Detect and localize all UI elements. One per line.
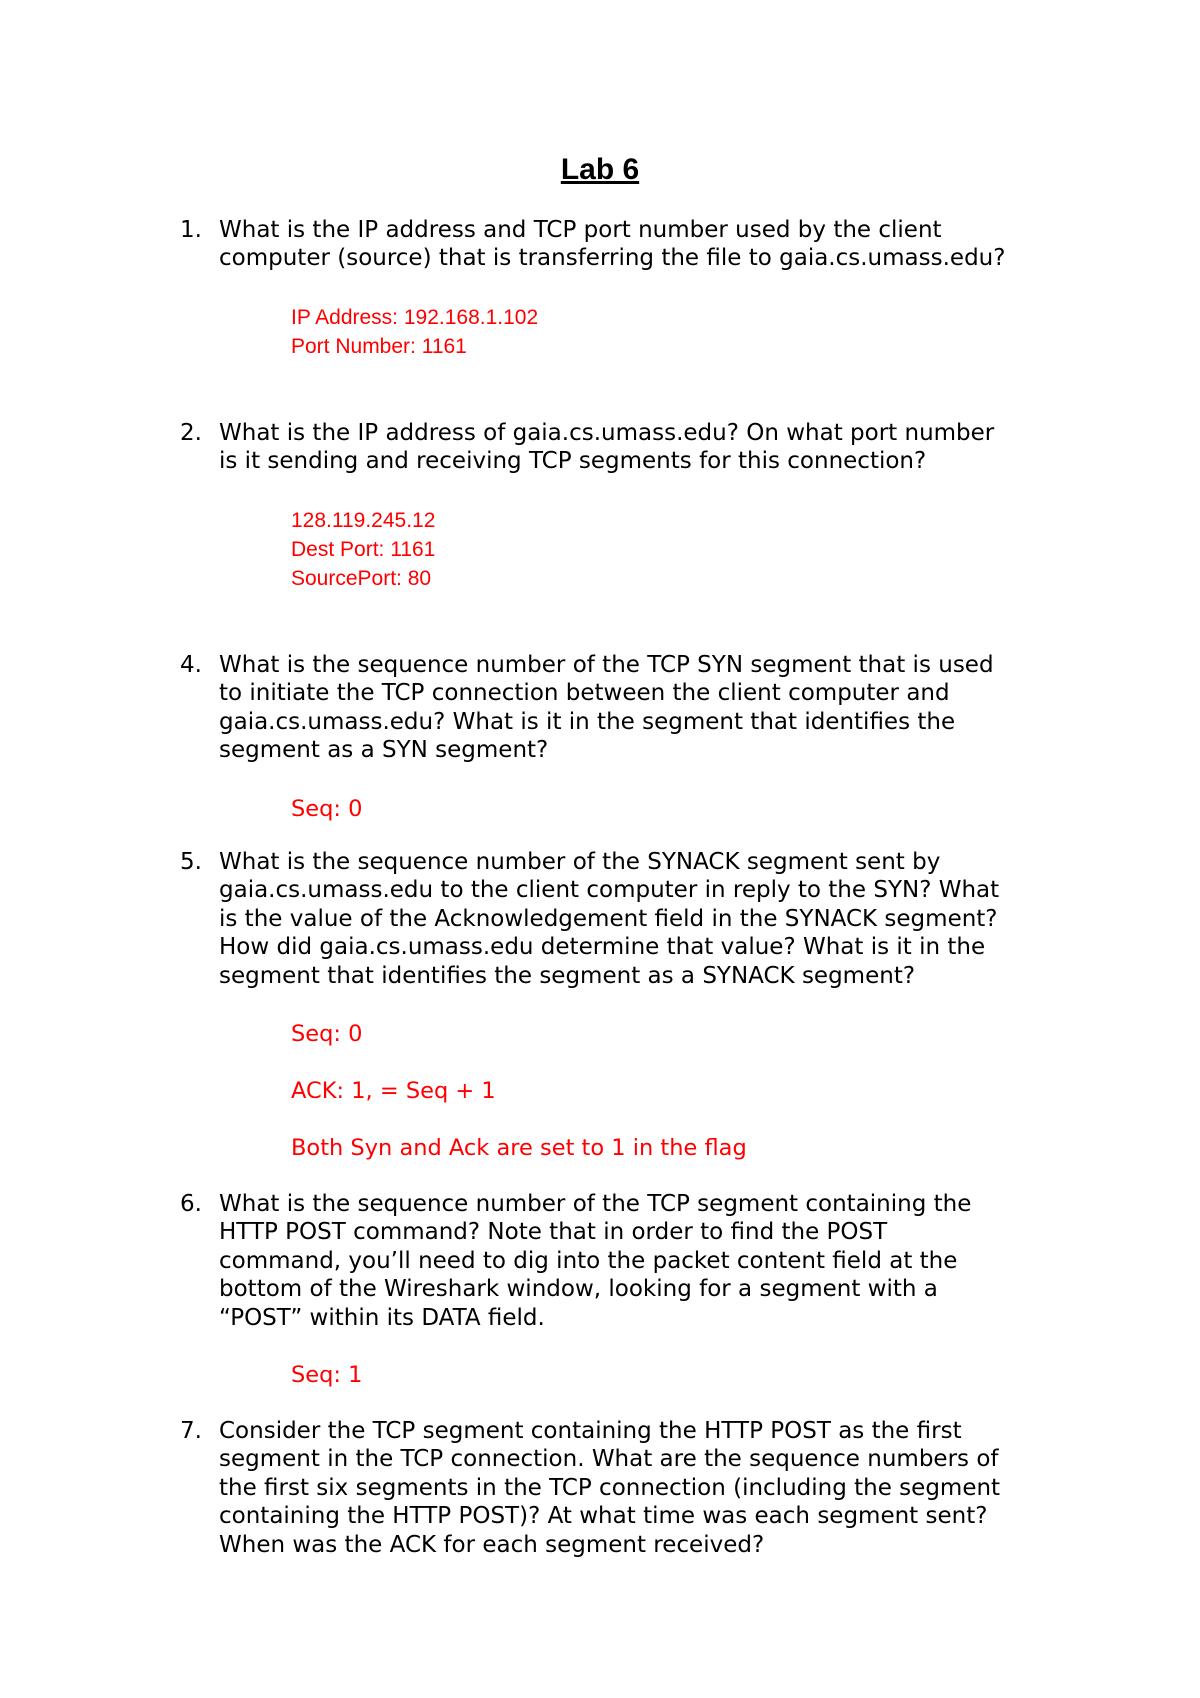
question-line: What is the IP address and TCP port number used by the client xyxy=(219,217,942,243)
question-line: is the value of the Acknowledgement field in the SYNACK segment? xyxy=(219,905,998,932)
question-text xyxy=(219,651,1059,765)
question-text xyxy=(219,1190,1059,1332)
question-line: What is the sequence number of the TCP SYN segment that is used xyxy=(219,652,994,678)
answer-line: IP Address: 192.168.1.102 xyxy=(291,306,539,329)
question-number: 7. xyxy=(180,1418,202,1444)
question-line: gaia.cs.umass.edu to the client computer in reply to the SYN? What xyxy=(219,877,1000,904)
question-line: How did gaia.cs.umass.edu determine that value? What is it in the xyxy=(219,934,986,961)
question-line: the first six segments in the TCP connection (including the segment xyxy=(219,1474,1001,1501)
question-number: 1. xyxy=(180,217,202,243)
question-line: segment as a SYN segment? xyxy=(219,737,549,764)
page-title: Lab 6 xyxy=(560,153,640,186)
question-line: segment in the TCP connection. What are the sequence numbers of xyxy=(219,1446,999,1473)
answer-line: Port Number: 1161 xyxy=(291,335,467,358)
question-number: 4. xyxy=(180,652,202,678)
question-text xyxy=(219,216,1059,273)
question-text xyxy=(219,1417,1059,1559)
answer-line: SourcePort: 80 xyxy=(291,567,432,590)
answer-line: Seq: 0 xyxy=(291,796,363,822)
question-text xyxy=(219,848,1059,990)
question-line: computer (source) that is transferring the file to gaia.cs.umass.edu? xyxy=(219,245,1006,272)
question-line: Consider the TCP segment containing the HTTP POST as the first xyxy=(219,1418,962,1444)
question-line: command, you’ll need to dig into the packet content field at the xyxy=(219,1247,958,1274)
question-line: is it sending and receiving TCP segments for this connection? xyxy=(219,448,927,475)
answer-line: Seq: 0 xyxy=(291,1021,363,1047)
question-text xyxy=(219,419,1059,476)
question-number: 2. xyxy=(180,420,202,446)
question-line: HTTP POST command? Note that in order to find the POST xyxy=(219,1219,888,1246)
question-line: gaia.cs.umass.edu? What is it in the segment that identifies the xyxy=(219,708,956,735)
answer-line: 128.119.245.12 xyxy=(291,509,436,532)
question-line: When was the ACK for each segment received? xyxy=(219,1531,765,1558)
question-line: segment that identifies the segment as a SYNACK segment? xyxy=(219,962,916,989)
question-line: bottom of the Wireshark window, looking for a segment with a xyxy=(219,1276,938,1303)
answer-line: ACK: 1, = Seq + 1 xyxy=(291,1078,496,1104)
question-number: 6. xyxy=(180,1191,202,1217)
answer-line: Dest Port: 1161 xyxy=(291,538,436,561)
question-line: What is the sequence number of the TCP segment containing the xyxy=(219,1191,972,1217)
question-line: What is the IP address of gaia.cs.umass.edu? On what port number xyxy=(219,420,995,446)
question-line: What is the sequence number of the SYNACK segment sent by xyxy=(219,849,941,875)
question-number: 5. xyxy=(180,849,202,875)
question-line: “POST” within its DATA field. xyxy=(219,1304,545,1331)
question-line: to initiate the TCP connection between the client computer and xyxy=(219,680,950,707)
question-line: containing the HTTP POST)? At what time was each segment sent? xyxy=(219,1503,988,1530)
answer-line: Both Syn and Ack are set to 1 in the flag xyxy=(291,1135,747,1161)
answer-line: Seq: 1 xyxy=(291,1362,363,1388)
